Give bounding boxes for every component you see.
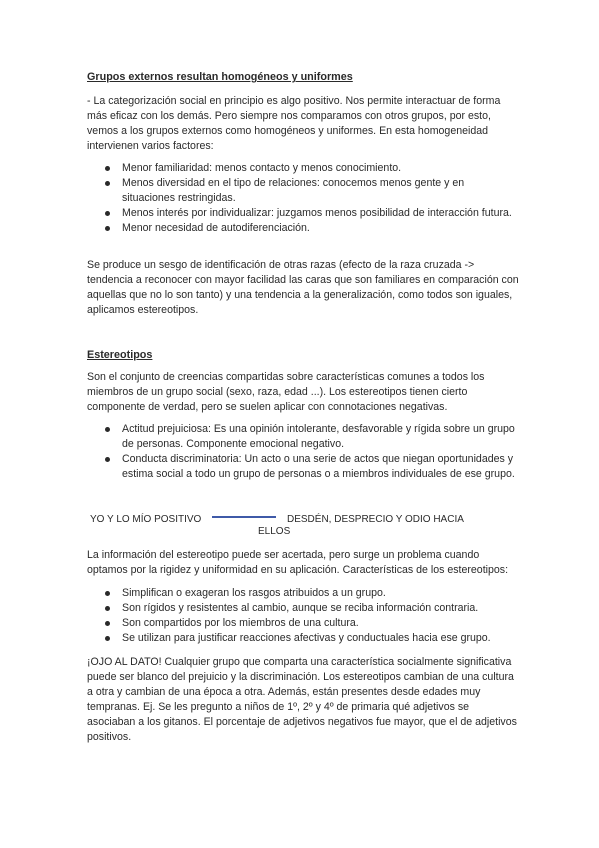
list-item: Actitud prejuiciosa: Es una opinión intolerante, desfavorable y rígida sobre un grupo de personas. Componente emocional negativo. xyxy=(87,422,519,452)
paragraph-stereotype-definition: Son el conjunto de creencias compartidas sobre características comunes a todos los miembros de un grupo social (sexo, raza, edad ...). Los estereotipos tienen cierto componente de verdad, pero se suelen aplicar con connotaciones negativas. xyxy=(87,371,485,413)
list-item: Simplifican o exageran los rasgos atribuidos a un grupo. xyxy=(87,586,519,601)
components-list xyxy=(87,422,519,482)
paragraph-stereotype-info: La información del estereotipo puede ser acertada, pero surge un problema cuando optamos por la rigidez y uniformidad en su aplicación. Características de los estereotipos: xyxy=(87,549,509,576)
paragraph-important-note: ¡OJO AL DATO! Cualquier grupo que comparta una característica socialmente significativa puede ser blanco del prejuicio y la discriminación. Los estereotipos cambian de una cultura a otra y cambian de una época a otra. Además, están presentes desde edades muy tempranas. Ej. Se les pregunto a niños de 1º, 2º y 4º de primaria qué adjetivos se asociaban a los gitanos. El porcentaje de adjetivos negativos fue mayor, que el de adjetivos positivos. xyxy=(87,656,517,743)
list-item: Son rígidos y resistentes al cambio, aunque se reciba información contraria. xyxy=(87,601,519,616)
section-heading-stereotypes: Estereotipos xyxy=(87,349,153,361)
list-item: Menos interés por individualizar: juzgamos menos posibilidad de interacción futura. xyxy=(87,206,519,221)
list-item: Conducta discriminatoria: Un acto o una serie de actos que niegan oportunidades y estima social a todo un grupo de personas o a miembros individuales de ese grupo. xyxy=(87,452,519,482)
factors-list xyxy=(87,161,519,236)
characteristics-list xyxy=(87,586,519,646)
list-item: Menor familiaridad: menos contacto y menos conocimiento. xyxy=(87,161,519,176)
diagram-left-label: YO Y LO MÍO POSITIVO xyxy=(90,514,202,525)
list-item: Son compartidos por los miembros de una cultura. xyxy=(87,616,519,631)
section-heading-groups: Grupos externos resultan homogéneos y uniformes xyxy=(87,71,353,83)
list-item: Menos diversidad en el tipo de relaciones: conocemos menos gente y en situaciones restringidas. xyxy=(87,176,519,206)
diagram-right-label: DESDÉN, DESPRECIO Y ODIO HACIA xyxy=(287,514,464,525)
list-item: Menor necesidad de autodiferenciación. xyxy=(87,221,519,236)
paragraph-categorization: - La categorización social en principio es algo positivo. Nos permite interactuar de forma más eficaz con los demás. Pero siempre nos comparamos con otros grupos, por esto, vemos a los grupos externos como homogéneos y uniformes. En esta homogeneidad intervienen varios factores: xyxy=(87,95,501,152)
diagram-below-label: ELLOS xyxy=(258,526,291,537)
list-item: Se utilizan para justificar reacciones afectivas y conductuales hacia ese grupo. xyxy=(87,631,519,646)
paragraph-bias: Se produce un sesgo de identificación de otras razas (efecto de la raza cruzada -> tendencia a reconocer con mayor facilidad las caras que son familiares en comparación con aquellas que no lo son tanto) y una tendencia a la generalización, como todos son iguales, aplicamos estereotipos. xyxy=(87,259,519,316)
